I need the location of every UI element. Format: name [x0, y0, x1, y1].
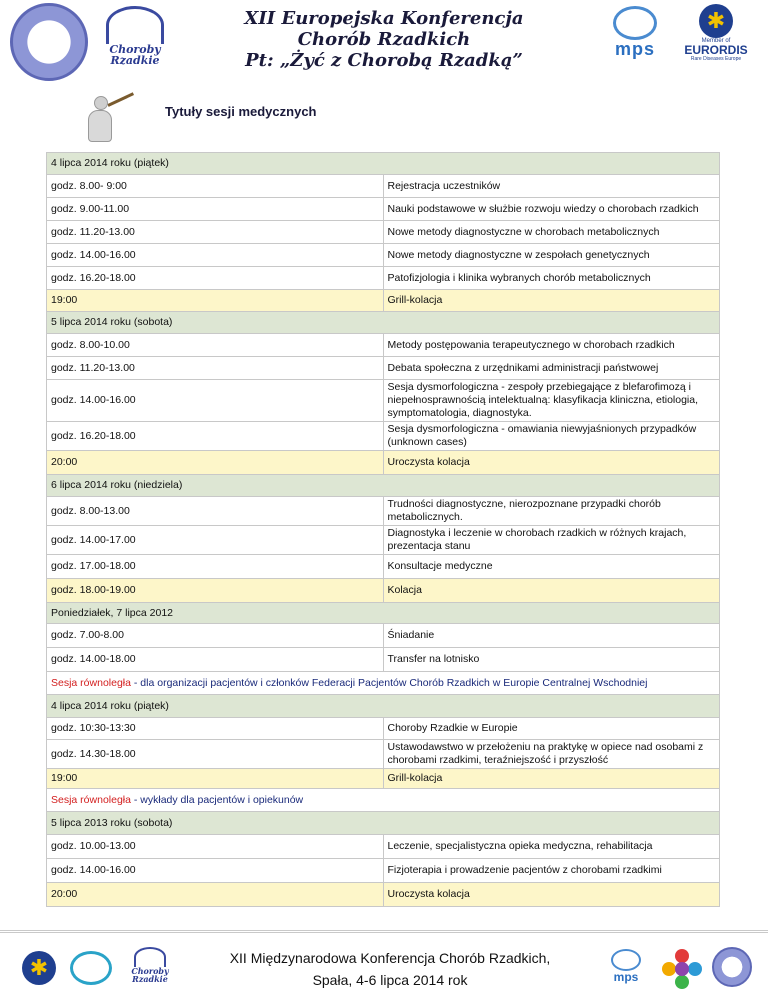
day-header-row [47, 812, 720, 835]
footer-choroby-logo [130, 947, 170, 987]
time-cell: godz. 8.00- 9:00 [47, 175, 384, 198]
eurordis-subtitle-text: Rare Diseases Europe [690, 56, 742, 62]
title-line-1: XII Europejska Konferencja [244, 8, 524, 29]
time-cell: godz. 11.20-13.00 [47, 221, 384, 244]
session-cell: Metody postępowania terapeutycznego w chorobach rzadkich [383, 334, 720, 357]
parallel-session-label: Sesja równoległa [51, 676, 131, 689]
footer-logo-rzadkie-text: Rzadkie [132, 974, 168, 984]
time-cell: 19:00 [47, 769, 384, 789]
table-row [47, 422, 720, 451]
presenter-figure-icon [80, 94, 138, 152]
mps-logo-text: mps [614, 39, 655, 59]
parallel-session-text: - dla organizacji pacjentów i członków Federacji Pacjentów Chorób Rzadkich w Europie Centralnej Wschodniej [130, 676, 648, 689]
table-row [47, 769, 720, 789]
mps-mark-icon [613, 6, 657, 40]
session-cell: Sesja dysmorfologiczna - omawiania niewyjaśnionych przypadków (unknown cases) [383, 422, 720, 451]
table-row [47, 859, 720, 883]
time-cell: godz. 16.20-18.00 [47, 267, 384, 290]
time-cell: 20:00 [47, 883, 384, 907]
footer-line-1: XII Międzynarodowa Konferencja Chorób Rzadkich, [229, 950, 551, 966]
time-cell: godz. 8.00-13.00 [47, 497, 384, 526]
day-header: 4 lipca 2014 roku (piątek) [47, 153, 720, 175]
table-row [47, 555, 720, 579]
day-header-row [47, 603, 720, 624]
table-row [47, 718, 720, 740]
table-row [47, 883, 720, 907]
table-row [47, 221, 720, 244]
table-row [47, 451, 720, 475]
time-cell: godz. 14.00-16.00 [47, 859, 384, 883]
day-header-row [47, 695, 720, 718]
session-cell: Transfer na lotnisko [383, 648, 720, 672]
time-cell: godz. 11.20-13.00 [47, 357, 384, 380]
session-cell: Sesja dysmorfologiczna - zespoły przebiegające z blefarofimozą i niepełnosprawnością intelektualną: klasyfikacja kliniczna, etiologia, symptomatologia, diagnostyka. [383, 380, 720, 422]
time-cell: 20:00 [47, 451, 384, 475]
choroby-rzadkie-logo [100, 4, 170, 74]
parallel-session-cell [47, 789, 720, 812]
session-cell: Trudności diagnostyczne, nierozpoznane przypadki chorób metabolicznych. [383, 497, 720, 526]
time-cell: godz. 9.00-11.00 [47, 198, 384, 221]
time-cell: godz. 18.00-19.00 [47, 579, 384, 603]
table-row [47, 290, 720, 312]
session-cell: Leczenie, specjalistyczna opieka medyczna, rehabilitacja [383, 835, 720, 859]
time-cell: godz. 14.00-16.00 [47, 380, 384, 422]
session-cell: Rejestracja uczestników [383, 175, 720, 198]
table-row [47, 835, 720, 859]
time-cell: godz. 10.00-13.00 [47, 835, 384, 859]
table-row [47, 334, 720, 357]
section-heading [80, 94, 480, 154]
session-cell: Uroczysta kolacja [383, 451, 720, 475]
table-row [47, 198, 720, 221]
session-cell: Uroczysta kolacja [383, 883, 720, 907]
section-title: Tytuły sesji medycznych [165, 104, 317, 119]
table-row [47, 380, 720, 422]
table-row [47, 357, 720, 380]
day-header: 4 lipca 2014 roku (piątek) [47, 695, 720, 718]
time-cell: godz. 14.00-17.00 [47, 526, 384, 555]
session-cell: Śniadanie [383, 624, 720, 648]
session-cell: Diagnostyka i leczenie w chorobach rzadkich w różnych krajach, prezentacja stanu [383, 526, 720, 555]
title-line-2: Chorób Rzadkich [297, 29, 471, 50]
federation-logo-icon [10, 3, 88, 81]
session-cell: Konsultacje medyczne [383, 555, 720, 579]
arc-icon [134, 947, 166, 967]
session-cell: Fizjoterapia i prowadzenie pacjentów z chorobami rzadkimi [383, 859, 720, 883]
eurordis-name-text: EURORDIS [684, 43, 748, 57]
mps-logo [606, 6, 664, 70]
conference-title [205, 8, 563, 71]
time-cell: godz. 7.00-8.00 [47, 624, 384, 648]
session-cell: Debata społeczna z urzędnikami administracji państwowej [383, 357, 720, 380]
table-row [47, 526, 720, 555]
session-cell: Patofizjologia i klinika wybranych chorób metabolicznych [383, 267, 720, 290]
table-row [47, 244, 720, 267]
session-cell: Grill-kolacja [383, 769, 720, 789]
day-header: Poniedziałek, 7 lipca 2012 [47, 603, 720, 624]
session-cell: Nowe metody diagnostyczne w chorobach metabolicznych [383, 221, 720, 244]
page-header [0, 0, 768, 84]
day-header: 5 lipca 2014 roku (sobota) [47, 312, 720, 334]
parallel-session-cell [47, 672, 720, 695]
day-header-row [47, 312, 720, 334]
table-row [47, 740, 720, 769]
footer-mps-logo [606, 949, 646, 989]
title-line-3: Pt: „Żyć z Chorobą Rzadką” [245, 50, 523, 71]
time-cell: godz. 8.00-10.00 [47, 334, 384, 357]
time-cell: godz. 14.30-18.00 [47, 740, 384, 769]
logo-choroby-text: Choroby [109, 43, 161, 56]
parallel-session-label: Sesja równoległa [51, 793, 131, 806]
day-header: 6 lipca 2014 roku (niedziela) [47, 475, 720, 497]
swirl-logo-icon [70, 951, 112, 985]
eurordis-member-text: Member of [701, 38, 731, 44]
day-header: 5 lipca 2013 roku (sobota) [47, 812, 720, 835]
eurordis-star-icon: ✱ [699, 4, 733, 38]
puzzle-logo-icon [662, 949, 702, 989]
time-cell: 19:00 [47, 290, 384, 312]
table-row [47, 497, 720, 526]
table-row [47, 624, 720, 648]
time-cell: godz. 16.20-18.00 [47, 422, 384, 451]
table-row [47, 267, 720, 290]
footer-text [200, 947, 580, 991]
arc-icon [106, 6, 164, 44]
session-cell: Choroby Rzadkie w Europie [383, 718, 720, 740]
parallel-session-text: - wykłady dla pacjentów i opiekunów [130, 793, 304, 806]
session-cell: Nauki podstawowe w służbie rozwoju wiedzy o chorobach rzadkich [383, 198, 720, 221]
session-cell: Kolacja [383, 579, 720, 603]
table-row [47, 579, 720, 603]
schedule-table [46, 152, 720, 907]
footer-logo-choroby-text: Choroby [131, 966, 169, 976]
page-footer [0, 930, 768, 994]
table-row [47, 175, 720, 198]
footer-line-2: Spała, 4-6 lipca 2014 rok [312, 972, 468, 988]
time-cell: godz. 10:30-13:30 [47, 718, 384, 740]
eurordis-star-icon: ✱ [22, 951, 56, 985]
time-cell: godz. 14.00-16.00 [47, 244, 384, 267]
federation-logo-icon [712, 947, 752, 987]
time-cell: godz. 14.00-18.00 [47, 648, 384, 672]
table-row [47, 648, 720, 672]
logo-rzadkie-text: Rzadkie [110, 54, 160, 67]
session-cell: Nowe metody diagnostyczne w zespołach genetycznych [383, 244, 720, 267]
parallel-session-row [47, 672, 720, 695]
time-cell: godz. 17.00-18.00 [47, 555, 384, 579]
mps-mark-icon [611, 949, 641, 971]
footer-mps-text: mps [613, 970, 639, 984]
session-cell: Grill-kolacja [383, 290, 720, 312]
day-header-row [47, 153, 720, 175]
session-cell: Ustawodawstwo w przełożeniu na praktykę w opiece nad osobami z chorobami rzadkimi, teraźniejszość i przyszłość [383, 740, 720, 769]
day-header-row [47, 475, 720, 497]
eurordis-logo [684, 4, 748, 70]
parallel-session-row [47, 789, 720, 812]
